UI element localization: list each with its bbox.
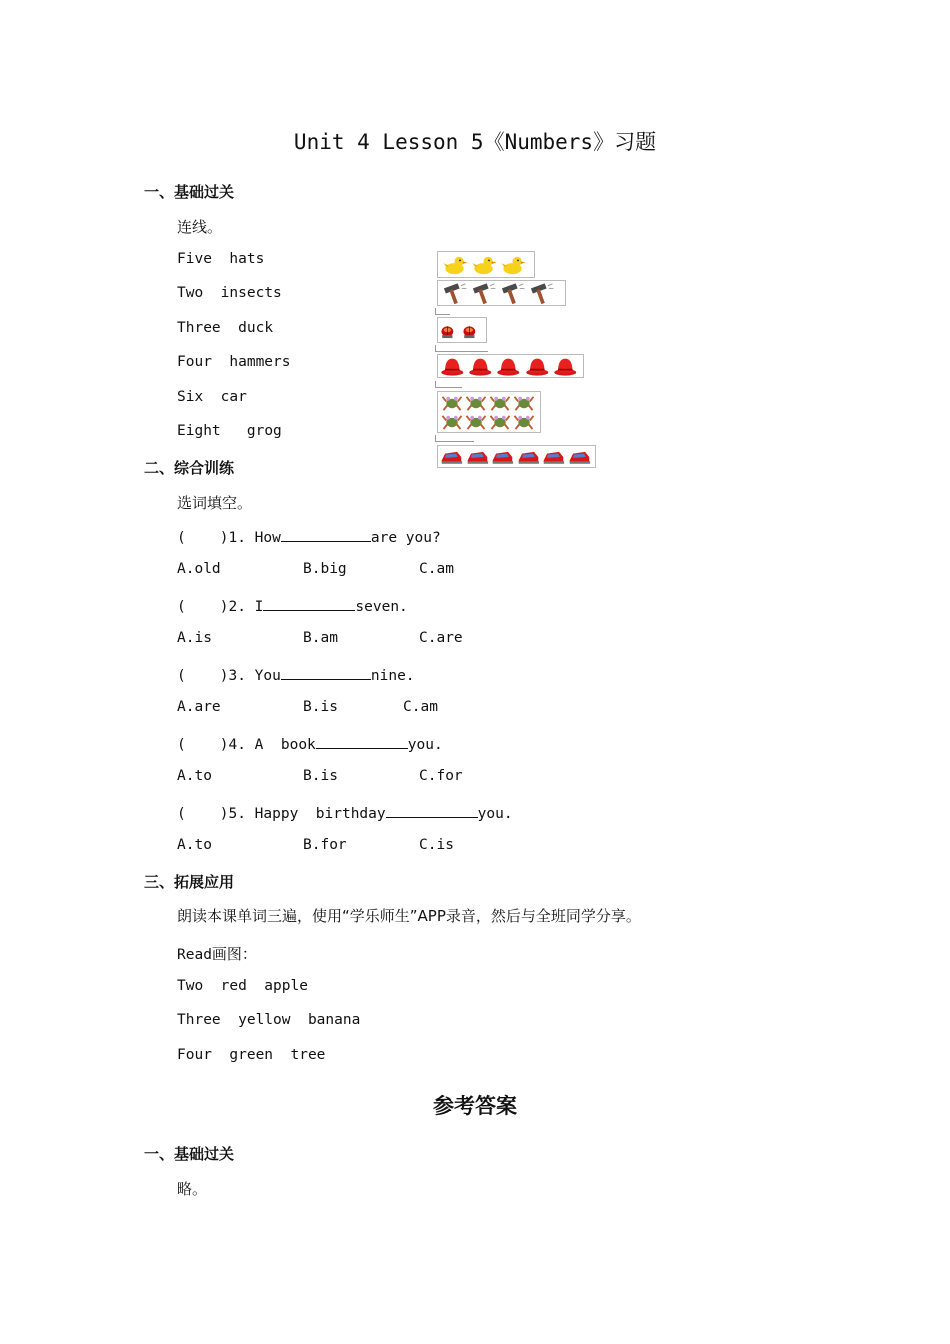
option-a: A.are bbox=[177, 699, 221, 715]
car-icon bbox=[440, 446, 466, 468]
answer-blank bbox=[263, 596, 355, 611]
question-2: ( )2. I seven. bbox=[177, 596, 408, 615]
question-1: ( )1. How are you? bbox=[177, 527, 441, 546]
option-a: A.to bbox=[177, 768, 212, 784]
hat-icon bbox=[553, 355, 581, 377]
answers-heading: 一、基础过关 bbox=[144, 1145, 235, 1163]
match-item: Two insects bbox=[177, 285, 282, 301]
hammer-icon bbox=[469, 282, 498, 304]
insects-picture bbox=[437, 317, 487, 343]
match-item: Eight grog bbox=[177, 423, 282, 439]
hat-icon bbox=[468, 355, 496, 377]
hammer-icon bbox=[440, 282, 469, 304]
answer-blank bbox=[386, 803, 478, 818]
section1-heading: 一、基础过关 bbox=[144, 183, 235, 201]
option-a: A.old bbox=[177, 561, 221, 577]
match-item: Four hammers bbox=[177, 354, 291, 370]
answer-blank bbox=[281, 665, 371, 680]
car-icon bbox=[517, 446, 543, 468]
option-c: C.are bbox=[419, 630, 463, 646]
frog-icon bbox=[464, 412, 488, 431]
duck-icon bbox=[440, 254, 469, 276]
frog-icon bbox=[440, 412, 464, 431]
hammer-icon bbox=[498, 282, 527, 304]
option-c: C.am bbox=[419, 561, 454, 577]
ducks-picture bbox=[437, 251, 535, 278]
option-b: B.for bbox=[303, 837, 347, 853]
section3-heading: 三、拓展应用 bbox=[144, 873, 235, 891]
section3-instruction: 朗读本课单词三遍，使用“学乐师生”APP录音，然后与全班同学分享。 bbox=[177, 907, 641, 925]
hat-icon bbox=[496, 355, 524, 377]
answer-blank bbox=[316, 734, 408, 749]
hat-icon bbox=[440, 355, 468, 377]
hammer-icon bbox=[527, 282, 556, 304]
draw-line-1: Two red apple bbox=[177, 978, 308, 994]
option-c: C.is bbox=[419, 837, 454, 853]
option-a: A.is bbox=[177, 630, 212, 646]
section2-instruction: 选词填空。 bbox=[177, 494, 253, 512]
answer-blank bbox=[281, 527, 371, 542]
frog-icon bbox=[488, 393, 512, 412]
car-icon bbox=[491, 446, 517, 468]
insect-icon bbox=[440, 319, 462, 341]
duck-icon bbox=[469, 254, 498, 276]
car-icon bbox=[568, 446, 594, 468]
option-c: C.for bbox=[419, 768, 463, 784]
car-icon bbox=[466, 446, 492, 468]
frog-icon bbox=[464, 393, 488, 412]
section2-heading: 二、综合训练 bbox=[144, 459, 235, 477]
frogs-picture bbox=[437, 391, 541, 433]
match-item: Six car bbox=[177, 389, 247, 405]
cars-picture bbox=[437, 445, 596, 468]
divider bbox=[435, 435, 474, 442]
divider bbox=[435, 381, 462, 388]
insect-icon bbox=[462, 319, 484, 341]
draw-line-2: Three yellow banana bbox=[177, 1012, 361, 1028]
answers-title: 参考答案 bbox=[433, 1094, 517, 1118]
hat-icon bbox=[525, 355, 553, 377]
answers-text: 略。 bbox=[177, 1180, 208, 1198]
frog-icon bbox=[488, 412, 512, 431]
duck-icon bbox=[498, 254, 527, 276]
question-5: ( )5. Happy birthday you. bbox=[177, 803, 513, 822]
option-c: C.am bbox=[403, 699, 438, 715]
option-b: B.is bbox=[303, 699, 338, 715]
match-item: Three duck bbox=[177, 320, 274, 336]
page-title: Unit 4 Lesson 5《Numbers》习题 bbox=[293, 130, 657, 154]
divider bbox=[435, 308, 450, 315]
frog-icon bbox=[440, 393, 464, 412]
frog-icon bbox=[512, 393, 536, 412]
section1-instruction: 连线。 bbox=[177, 218, 223, 236]
draw-line-3: Four green tree bbox=[177, 1047, 326, 1063]
question-3: ( )3. You nine. bbox=[177, 665, 415, 684]
option-b: B.am bbox=[303, 630, 338, 646]
option-b: B.is bbox=[303, 768, 338, 784]
match-item: Five hats bbox=[177, 251, 265, 267]
option-a: A.to bbox=[177, 837, 212, 853]
read-draw-label: Read画图： bbox=[177, 945, 257, 963]
option-b: B.big bbox=[303, 561, 347, 577]
divider bbox=[435, 345, 488, 352]
question-4: ( )4. A book you. bbox=[177, 734, 443, 753]
car-icon bbox=[542, 446, 568, 468]
frog-icon bbox=[512, 412, 536, 431]
hats-picture bbox=[437, 354, 584, 378]
hammers-picture bbox=[437, 280, 566, 306]
